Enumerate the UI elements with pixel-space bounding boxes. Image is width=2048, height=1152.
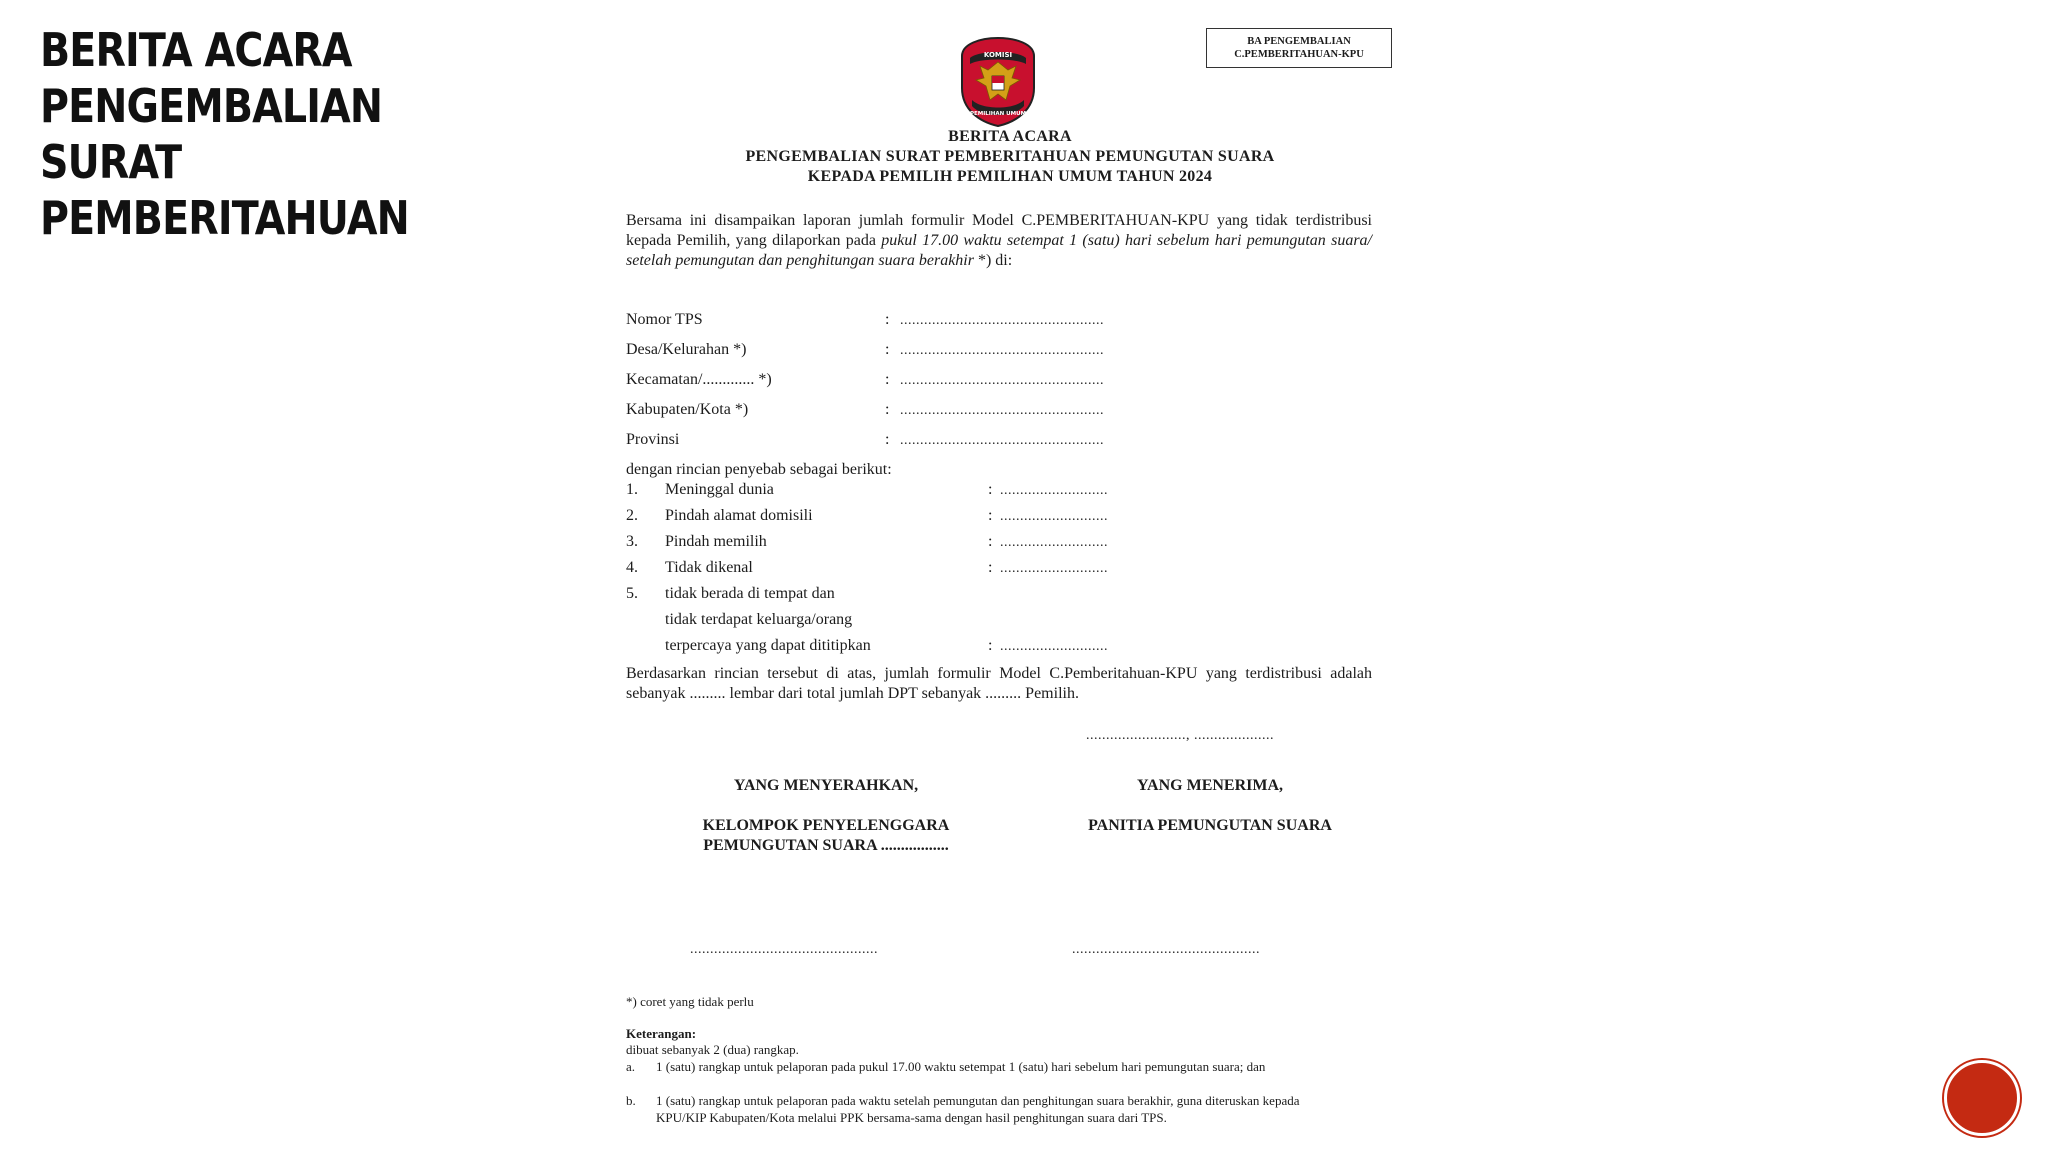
intro-text-end: *) di: [973, 252, 1013, 269]
reason-blank: ........................... [1000, 639, 1108, 654]
field-blank: ................................................... [900, 433, 1104, 448]
document-image [620, 0, 1400, 1152]
kpu-garuda-logo-icon [958, 36, 1038, 128]
place-date-blank: ........................., .................... [1086, 728, 1274, 743]
reason-number: 3. [626, 533, 638, 550]
keterangan-item-text: 1 (satu) rangkap untuk pelaporan pada waktu setelah pemungutan dan penghitungan suara berakhir, guna diteruskan kepada KPU/KIP Kabupaten/Kota melalui PPK bersama-sama dengan hasil penghitungan suara dari TPS. [656, 1093, 1300, 1125]
logo-bottom-text: PEMILIHAN UMUM [969, 111, 1027, 117]
left-signature-role: YANG MENYERAHKAN, [733, 777, 919, 794]
field-colon: : [885, 431, 890, 448]
reason-blank: ........................... [1000, 509, 1108, 524]
field-label: Nomor TPS [626, 311, 703, 328]
slide-title [40, 22, 409, 246]
field-colon: : [885, 341, 890, 358]
reason-number: 2. [626, 507, 638, 524]
field-blank: ................................................... [900, 313, 1104, 328]
keterangan-title: Keterangan: [626, 1026, 697, 1041]
reason-text: Pindah memilih [665, 533, 767, 550]
right-signature-role: YANG MENERIMA, [1136, 777, 1284, 794]
keterangan-item-text: 1 (satu) rangkap untuk pelaporan pada pukul 17.00 waktu setempat 1 (satu) hari sebelum hari pemungutan suara; dan [656, 1059, 1266, 1074]
doc-heading-line: KEPADA PEMILIH PEMILIHAN UMUM TAHUN 2024 [807, 168, 1213, 185]
left-signature-org [656, 816, 996, 856]
right-signature-blank: ............................................... [1072, 942, 1260, 957]
logo-top-text: KOMISI [983, 51, 1013, 59]
reason-text: Meninggal dunia [665, 481, 774, 498]
field-label: Kecamatan/............. *) [626, 371, 772, 388]
keterangan-item-letter: a. [626, 1059, 636, 1074]
field-colon: : [885, 401, 890, 418]
intro-italic-text: pukul 17.00 waktu setempat 1 (satu) hari sebelum hari pemungutan suara/ setelah pemungutan dan penghitungan suara berakhir [626, 232, 1372, 269]
right-signature-org [1040, 816, 1380, 836]
field-blank: ................................................... [900, 343, 1104, 358]
next-slide-circle-icon[interactable] [1944, 1060, 2020, 1136]
form-code-line: C.PEMBERITAHUAN-KPU [1234, 49, 1364, 60]
reason-blank: ........................... [1000, 483, 1108, 498]
right-signature-org-line: PANITIA PEMUNGUTAN SUARA [1088, 817, 1332, 834]
reasons-intro: dengan rincian penyebab sebagai berikut: [626, 461, 892, 478]
footnote: *) coret yang tidak perlu [626, 994, 754, 1009]
left-signature-org-line: KELOMPOK PENYELENGGARA [702, 817, 950, 834]
field-label: Kabupaten/Kota *) [626, 401, 749, 418]
reason-text: Pindah alamat domisili [665, 507, 813, 524]
reason-text: terpercaya yang dapat dititipkan [665, 637, 871, 654]
field-label: Provinsi [626, 431, 680, 448]
slide-title-line: SURAT [40, 135, 182, 189]
summary-paragraph: Berdasarkan rincian tersebut di atas, jumlah formulir Model C.Pemberitahuan-KPU yang terdistribusi adalah sebanyak ......... lembar dari total jumlah DPT sebanyak ......... Pemilih. [626, 665, 1372, 702]
reason-text: Tidak dikenal [665, 559, 753, 576]
reason-colon: : [988, 481, 993, 498]
reason-number: 4. [626, 559, 638, 576]
field-colon: : [885, 371, 890, 388]
reason-text: tidak terdapat keluarga/orang [665, 611, 853, 628]
left-signature-org-line: PEMUNGUTAN SUARA ................. [703, 837, 949, 854]
form-code-line: BA PENGEMBALIAN [1247, 36, 1351, 47]
reason-blank: ........................... [1000, 561, 1108, 576]
reason-colon: : [988, 637, 993, 654]
field-blank: ................................................... [900, 403, 1104, 418]
reason-number: 1. [626, 481, 638, 498]
reason-text: tidak berada di tempat dan [665, 585, 835, 602]
intro-paragraph [626, 211, 1372, 271]
reason-blank: ........................... [1000, 535, 1108, 550]
doc-heading-title: BERITA ACARA [948, 128, 1072, 145]
left-signature-blank: ............................................... [690, 942, 878, 957]
form-code-box [1206, 28, 1392, 68]
keterangan-line: dibuat sebanyak 2 (dua) rangkap. [626, 1042, 799, 1057]
slide-title-line: PEMBERITAHUAN [40, 191, 409, 245]
field-colon: : [885, 311, 890, 328]
reason-colon: : [988, 507, 993, 524]
doc-heading-line: PENGEMBALIAN SURAT PEMBERITAHUAN PEMUNGUTAN SUARA [745, 148, 1275, 165]
reason-colon: : [988, 559, 993, 576]
reason-number: 5. [626, 585, 638, 602]
intro-text: Bersama ini disampaikan laporan jumlah formulir Model C.PEMBERITAHUAN-KPU yang tidak terdistribusi kepada Pemilih, yang dilaporkan pada [626, 212, 1372, 249]
field-blank: ................................................... [900, 373, 1104, 388]
slide-title-line: PENGEMBALIAN [40, 79, 383, 133]
keterangan-item-letter: b. [626, 1093, 636, 1108]
reason-colon: : [988, 533, 993, 550]
field-label: Desa/Kelurahan *) [626, 341, 747, 358]
slide-title-line: BERITA ACARA [40, 23, 352, 77]
